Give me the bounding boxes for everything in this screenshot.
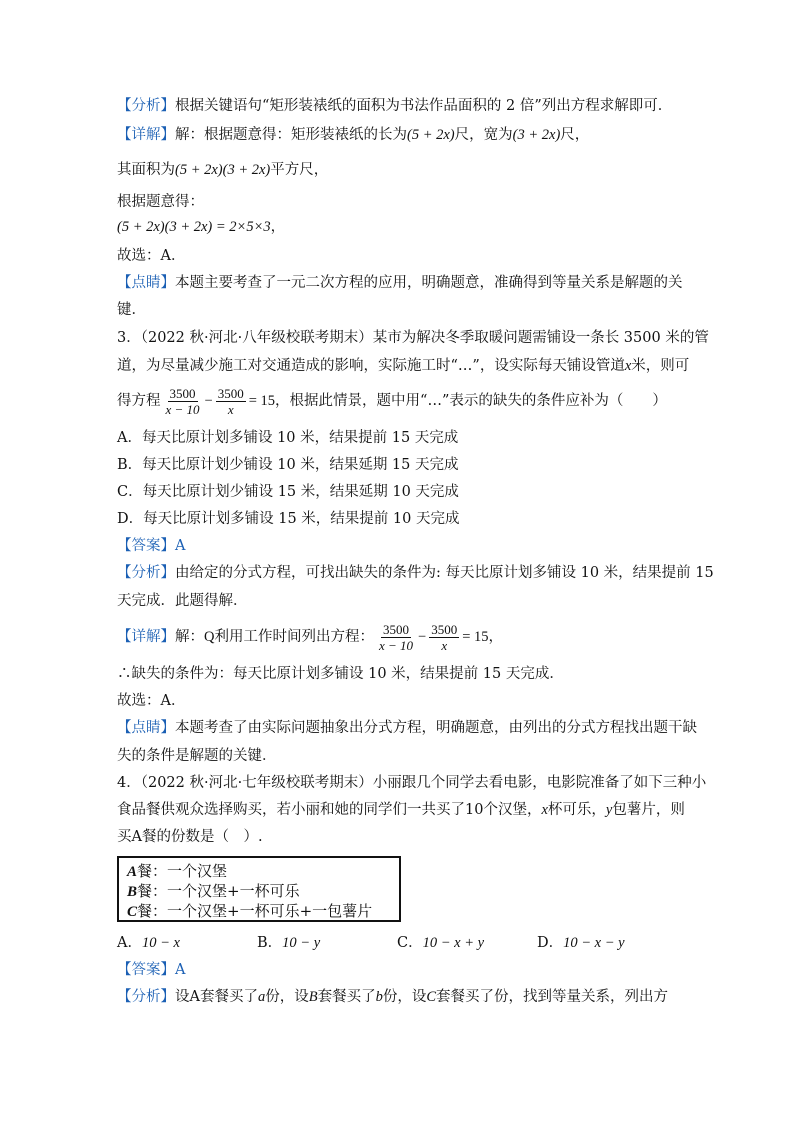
choose-line: 故选：A．	[117, 248, 186, 264]
q3-analysis-line	[117, 563, 714, 583]
math-var-B: B	[308, 989, 318, 1005]
fraction-numerator: 3500	[383, 621, 409, 637]
analysis-tag: 【分析】	[117, 98, 175, 114]
q3-line-3	[117, 384, 667, 418]
q3-analysis-line-2: 天完成．此题得解．	[117, 593, 248, 609]
option-label: A．	[117, 935, 142, 951]
comment-line	[117, 273, 683, 293]
menu-item-c	[127, 900, 372, 921]
q4-line-2	[117, 800, 685, 820]
detail-text: 利用工作时间列出方程：	[214, 629, 374, 645]
analysis-text: 根据关键语句“矩形装裱纸的面积为书法作品面积的 2 倍”列出方程求解即可．	[175, 98, 673, 114]
area-text: 其面积为	[117, 162, 175, 178]
q4-text: 食品餐供观众选择购买，若小丽和她的同学们一共买了10个汉堡，	[117, 802, 542, 818]
comment-tag: 【点睛】	[117, 720, 175, 736]
option-label: D．	[537, 935, 564, 951]
math-var-a: a	[257, 989, 266, 1005]
math-area: (5 + 2x)(3 + 2x)	[175, 162, 271, 178]
area-line	[117, 160, 328, 180]
menu-item-a	[127, 860, 227, 881]
q3-text: ，根据此情景，题中用“…”表示的缺失的条件应补为（ ）	[275, 393, 667, 409]
math-var-x: x	[624, 358, 632, 374]
menu-item-b	[127, 880, 300, 901]
math-minus: −	[418, 629, 427, 645]
q3-comment-line	[117, 718, 697, 738]
meal-menu-box	[117, 856, 401, 922]
option-label: C．	[397, 935, 423, 951]
answer-value: A	[175, 538, 186, 554]
menu-letter: A	[127, 864, 138, 880]
equation-tail: ，	[270, 219, 286, 235]
answer-tag: 【答案】	[117, 962, 175, 978]
detail-line	[117, 125, 589, 145]
option-expr: 10 − x	[141, 935, 180, 951]
analysis-line	[117, 96, 672, 116]
option-expr: 10 − x + y	[422, 935, 485, 951]
menu-letter: B	[127, 884, 138, 900]
q3-option-a: A．每天比原计划多铺设 10 米，结果提前 15 天完成	[117, 430, 459, 446]
comment-tag: 【点睛】	[117, 275, 175, 291]
fraction-numerator: 3500	[431, 621, 458, 637]
detail-text: 解：根据题意得：矩形装裱纸的长为	[175, 127, 407, 143]
option-label: B．	[257, 935, 283, 951]
detail-tag: 【详解】	[117, 127, 175, 143]
option-expr: 10 − x − y	[563, 935, 625, 951]
fraction-numerator: 3500	[217, 385, 244, 401]
q4-option-d	[537, 933, 625, 953]
math-var-y: y	[605, 802, 613, 818]
analysis-tag: 【分析】	[117, 989, 175, 1005]
q4-text: 包薯片，则	[612, 802, 685, 818]
math-var-x: x	[541, 802, 548, 818]
area-text: 平方尺，	[270, 162, 329, 178]
q3-option-b: B．每天比原计划少铺设 10 米，结果延期 15 天完成	[117, 457, 459, 473]
fraction-denominator: x − 10	[165, 401, 200, 417]
detail-text: 尺，宽为	[454, 127, 513, 143]
math-width: (3 + 2x)	[512, 127, 561, 143]
fraction-denominator: x	[227, 401, 234, 417]
detail-text: 解：	[175, 629, 204, 645]
q3-text: 得方程	[117, 393, 161, 409]
math-rhs: = 15	[462, 629, 489, 645]
option-expr: 10 − y	[282, 935, 321, 951]
q4-option-b	[257, 933, 320, 953]
by-problem-line: 根据题意得：	[117, 194, 204, 210]
q3-detail-line	[117, 620, 503, 654]
fraction	[164, 386, 202, 417]
math-minus: −	[204, 393, 213, 409]
detail-text: 尺，	[560, 127, 590, 143]
menu-letter: C	[127, 904, 138, 920]
fraction-denominator: x − 10	[378, 637, 414, 653]
analysis-text: 设A套餐买了	[175, 989, 258, 1005]
q3-text: 米，则可	[631, 358, 690, 374]
math-rhs: = 15	[248, 393, 276, 409]
comment-line-2: 键．	[117, 302, 146, 318]
q4-text: 杯可乐，	[547, 802, 606, 818]
because-symbol: Q	[204, 629, 215, 645]
q3-choose-line: 故选：A．	[117, 693, 186, 709]
analysis-text: 由给定的分式方程，可找出缺失的条件为: 每天比原计划多铺设 10 米，结果提前 15	[175, 565, 714, 581]
analysis-tag: 【分析】	[117, 565, 175, 581]
q3-line-1: 3．（2022 秋·河北·八年级校联考期末）某市为解决冬季取暖问题需铺设一条长 3500 米的管	[117, 330, 709, 346]
math-equation: (5 + 2x)(3 + 2x) = 2×5×3	[117, 219, 271, 235]
analysis-text: 套餐买了	[317, 989, 376, 1005]
math-length: (5 + 2x)	[407, 127, 455, 143]
q4-analysis-line	[117, 987, 668, 1007]
answer-value: A	[175, 962, 186, 978]
detail-tag: 【详解】	[117, 629, 175, 645]
q3-answer-line	[117, 536, 185, 556]
q3-comment-line-2: 失的条件是解题的关键．	[117, 748, 277, 764]
fraction	[429, 622, 459, 653]
q4-line-3: 买A餐的份数是（ ）.	[117, 829, 263, 845]
math-var-C: C	[426, 989, 437, 1005]
fraction	[377, 622, 415, 653]
detail-text: ，	[488, 629, 504, 645]
equation-line	[117, 217, 285, 237]
menu-text: 餐：一个汉堡+一杯可乐+一包薯片	[137, 902, 373, 920]
q3-text: 道，为尽量减少施工对交通造成的影响，实际施工时“…”，设实际每天铺设管道	[117, 358, 625, 374]
q3-option-d: D．每天比原计划多铺设 15 米，结果提前 10 天完成	[117, 511, 460, 527]
analysis-text: 套餐买了份，找到等量关系，列出方	[436, 989, 669, 1005]
answer-tag: 【答案】	[117, 538, 175, 554]
fraction-numerator: 3500	[169, 385, 196, 401]
analysis-text: 份，设	[265, 989, 309, 1005]
menu-text: 餐：一个汉堡	[137, 862, 228, 880]
fraction	[216, 386, 246, 417]
fraction-denominator: x	[441, 637, 448, 653]
math-var-b: b	[375, 989, 383, 1005]
menu-text: 餐：一个汉堡+一杯可乐	[137, 882, 300, 900]
q4-answer-line	[117, 960, 185, 980]
q4-option-c	[397, 933, 484, 953]
comment-text: 本题主要考查了一元二次方程的应用，明确题意，准确得到等量关系是解题的关	[175, 275, 683, 291]
analysis-text: 份，设	[382, 989, 427, 1005]
comment-text: 本题考查了由实际问题抽象出分式方程，明确题意，由列出的分式方程找出题干缺	[175, 720, 697, 736]
q4-option-a	[117, 933, 180, 953]
q3-therefore-line: ∴缺失的条件为：每天比原计划多铺设 10 米，结果提前 15 天完成．	[117, 666, 564, 682]
q3-option-c: C．每天比原计划少铺设 15 米，结果延期 10 天完成	[117, 484, 459, 500]
q4-line-1: 4．（2022 秋·河北·七年级校联考期末）小丽跟几个同学去看电影，电影院准备了如下三种小	[117, 775, 707, 791]
q3-line-2	[117, 356, 689, 376]
